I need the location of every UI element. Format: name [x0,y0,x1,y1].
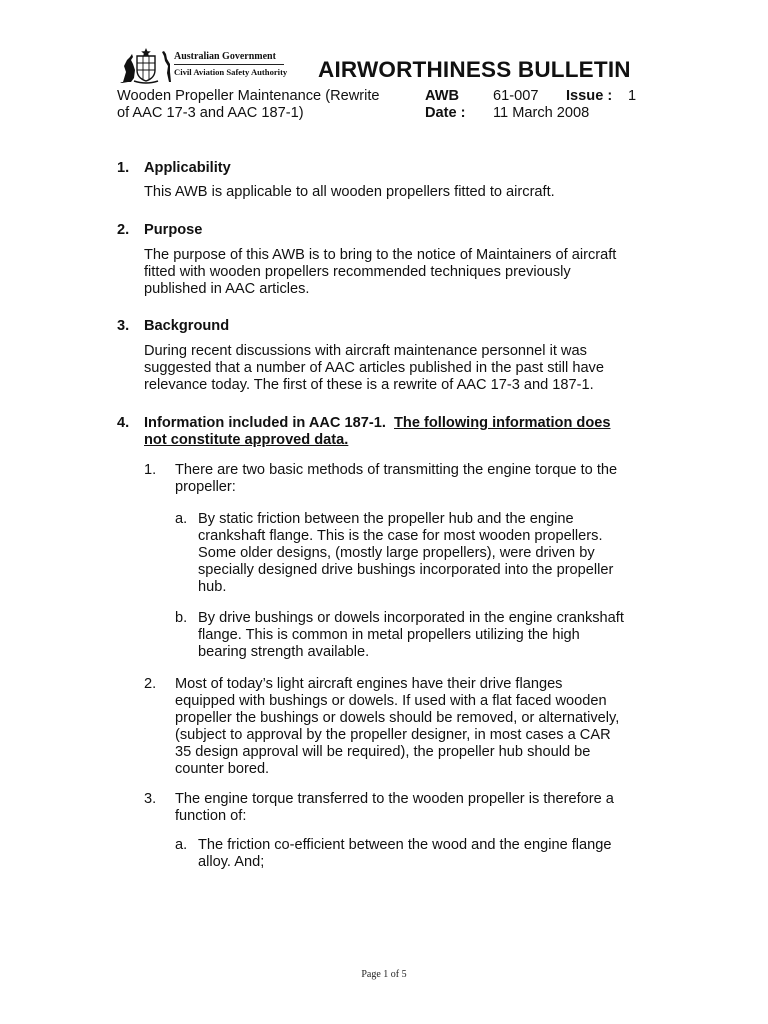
section-heading: Purpose [144,222,203,238]
agency-name-line2: Civil Aviation Safety Authority [174,67,288,77]
text-line: fitted with wooden propellers recommended techniques previously [144,264,571,280]
date-value: 11 March 2008 [493,105,590,121]
agency-name [174,51,287,77]
section-number: 4. [117,415,130,431]
text-line: (subject to approval by the propeller designer, in most cases a CAR [175,727,611,743]
text-line: Some older designs, (mostly large propellers), were driven by [198,545,595,561]
text-line: bearing strength available. [198,644,370,660]
text-line: suggested that a number of AAC articles published in the past still have [144,360,604,376]
text-line: The engine torque transferred to the wooden propeller is therefore a [175,791,614,807]
text-line: By static friction between the propeller hub and the engine [198,511,574,527]
sub-item-text [198,511,668,596]
section-heading [144,415,652,449]
heading-part-1: Information included in AAC 187-1. [144,415,386,431]
agency-divider [174,64,284,65]
agency-logo [120,48,292,86]
section-text [144,247,652,298]
subject-line-2: of AAC 17-3 and AAC 187-1) [117,105,304,121]
text-line: During recent discussions with aircraft maintenance personnel it was [144,343,587,359]
text-line: propeller the bushings or dowels should be removed, or alternatively, [175,710,620,726]
text-line: flange. This is common in metal propellers utilizing the high [198,627,580,643]
text-line: There are two basic methods of transmitting the engine torque to the [175,462,618,478]
text-line: 35 design approval will be required), the propeller hub should be [175,744,591,760]
section-number: 1. [117,160,130,176]
section-text [144,343,652,394]
issue-label: Issue : [566,88,613,104]
item-number: 2. [144,676,157,692]
text-line: This AWB is applicable to all wooden propellers fitted to aircraft. [144,184,555,200]
heading-disclaimer: The following information does [394,415,611,431]
section-text [144,184,652,201]
subject-line-1: Wooden Propeller Maintenance (Rewrite [117,88,380,104]
sub-item-text [198,610,668,661]
text-line: crankshaft flange. This is the case for most wooden propellers. [198,528,603,544]
text-line: The friction co-efficient between the wood and the engine flange [198,837,612,853]
section-number: 2. [117,222,130,238]
text-line: published in AAC articles. [144,281,310,297]
text-line: The purpose of this AWB is to bring to the notice of Maintainers of aircraft [144,247,617,263]
sub-item-label: a. [175,511,188,527]
text-line: relevance today. The first of these is a rewrite of AAC 17-3 and 187-1. [144,377,594,393]
item-number: 1. [144,462,157,478]
date-label: Date : [425,105,466,121]
bulletin-title: AIRWORTHINESS BULLETIN [318,57,631,82]
text-line: hub. [198,579,227,595]
awb-label: AWB [425,88,460,104]
awb-value: 61-007 [493,88,539,104]
coat-of-arms-icon [120,48,172,84]
text-line: specially designed drive bushings incorporated into the propeller [198,562,614,578]
item-text [175,791,665,825]
item-number: 3. [144,791,157,807]
item-text [175,676,665,778]
issue-value: 1 [628,88,637,104]
sub-item-label: a. [175,837,188,853]
page-number: Page 1 of 5 [361,969,407,980]
heading-line-1 [144,415,652,432]
section-number: 3. [117,318,130,334]
text-line: alloy. And; [198,854,265,870]
text-line: counter bored. [175,761,270,777]
sub-item-text [198,837,668,871]
section-heading: Applicability [144,160,231,176]
text-line: Most of today’s light aircraft engines have their drive flanges [175,676,563,692]
section-heading: Background [144,318,230,334]
agency-name-line1: Australian Government [174,51,276,62]
text-line: propeller: [175,479,236,495]
item-text [175,462,665,496]
heading-line-2: not constitute approved data. [144,432,349,448]
text-line: equipped with bushings or dowels. If used with a flat faced wooden [175,693,607,709]
text-line: function of: [175,808,247,824]
text-line: By drive bushings or dowels incorporated in the engine crankshaft [198,610,624,626]
sub-item-label: b. [175,610,188,626]
